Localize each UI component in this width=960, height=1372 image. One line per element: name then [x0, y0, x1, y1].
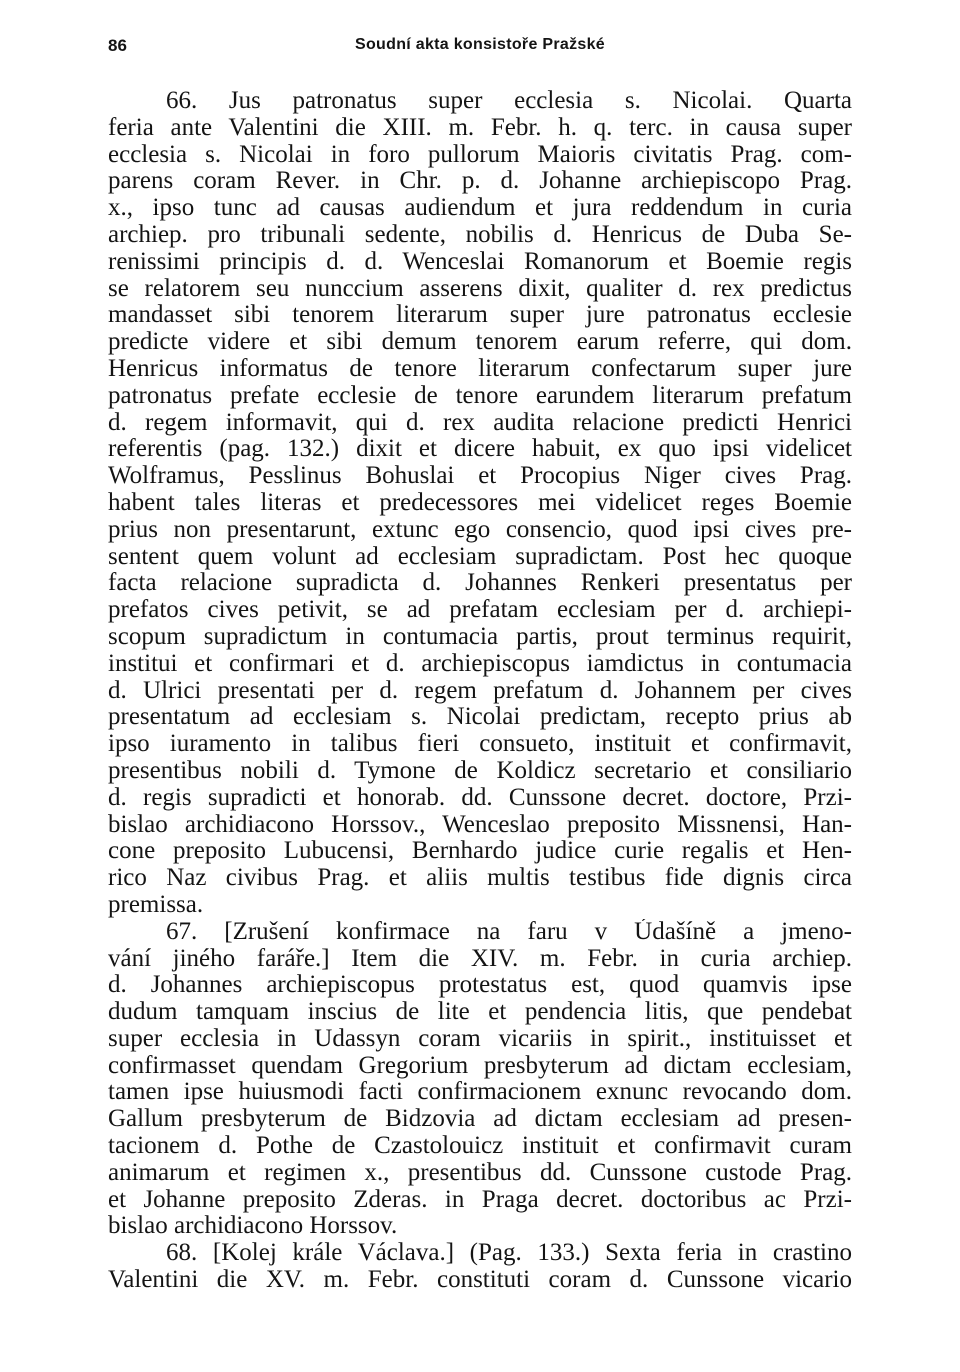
text-line: parens coram Rever. in Chr. p. d. Johanne archiepiscopo Prag. [108, 168, 852, 195]
text-line: predicte videre et sibi demum tenorem earum referre, qui dom. [108, 329, 852, 356]
text-line: 67. [Zrušení konfirmace na faru v Údašíně a jmeno- [166, 918, 852, 945]
text-line: et Johanne preposito Zderas. in Praga decret. doctoribus ac Przi- [108, 1186, 852, 1213]
text-line: bislao archidiacono Horssov. [108, 1213, 398, 1240]
text-line: ipso iuramento in talibus fieri consueto, instituit et confirmavit, [108, 731, 852, 758]
text-line: cone preposito Lubucensi, Bernhardo judice curie regalis et Hen- [108, 838, 852, 865]
text-line: scopum supradictum in contumacia partis, prout terminus requirit, [108, 623, 852, 650]
text-line: rico Naz civibus Prag. et aliis multis testibus fide dignis circa [108, 865, 852, 892]
text-line: Wolframus, Pesslinus Bohuslai et Procopius Niger cives Prag. [108, 463, 852, 490]
text-line: super ecclesia in Udassyn coram vicariis in spirit., instituisset et [108, 1025, 852, 1052]
text-line: d. regem informavit, qui d. rex audita relacione predicti Henrici [108, 409, 852, 436]
text-line: bislao archidiacono Horssov., Wenceslao preposito Missnensi, Han- [108, 811, 852, 838]
text-line: archiep. pro tribunali sedente, nobilis d. Henricus de Duba Se- [108, 221, 852, 248]
page-number: 86 [108, 36, 127, 55]
text-line: prefatos cives petivit, se ad prefatam ecclesiam per d. archiepi- [108, 597, 852, 624]
text-line: d. regis supradicti et honorab. dd. Cunssone decret. doctore, Przi- [108, 784, 852, 811]
body-text [108, 88, 852, 1294]
text-line: ecclesia s. Nicolai in foro pullorum Maioris civitatis Prag. com- [108, 141, 852, 168]
text-line: 68. [Kolej krále Václava.] (Pag. 133.) Sexta feria in crastino [166, 1240, 852, 1267]
text-line: se relatorem seu nunccium asserens dixit, qualiter d. rex predictus [108, 275, 852, 302]
text-line: referentis (pag. 132.) dixit et dicere habuit, ex quo ipsi videlicet [108, 436, 852, 463]
text-line: Henricus informatus de tenore literarum confectarum super jure [108, 355, 852, 382]
text-line: sentent quem volunt ad ecclesiam supradictam. Post hec quoque [108, 543, 852, 570]
text-line: renissimi principis d. d. Wenceslai Romanorum et Boemie regis [108, 248, 852, 275]
text-line: premissa. [108, 891, 204, 918]
text-line: confirmasset quendam Gregorium presbyterum ad dictam ecclesiam, [108, 1052, 852, 1079]
text-line: presentatum ad ecclesiam s. Nicolai predictam, recepto prius ab [108, 704, 852, 731]
text-line: vání jiného faráře.] Item die XIV. m. Febr. in curia archiep. [108, 945, 852, 972]
text-line: feria ante Valentini die XIII. m. Febr. h. q. terc. in causa super [108, 114, 852, 141]
text-line: facta relacione supradicta d. Johannes Renkeri presentatus per [108, 570, 852, 597]
text-line: tamen ipse huiusmodi facti confirmacionem exnunc revocando dom. [108, 1079, 852, 1106]
running-header [108, 36, 852, 60]
text-line: institui et confirmari et d. archiepiscopus iamdictus in contumacia [108, 650, 852, 677]
text-line: habent tales literas et predecessores mei videlicet reges Boemie [108, 489, 852, 516]
text-line: tacionem d. Pothe de Czastolouicz instituit et confirmavit curam [108, 1133, 852, 1160]
text-line: d. Ulrici presentati per d. regem prefatum d. Johannem per cives [108, 677, 852, 704]
text-line: mandasset sibi tenorem literarum super jure patronatus ecclesie [108, 302, 852, 329]
text-line: patronatus prefate ecclesie de tenore earundem literarum prefatum [108, 382, 852, 409]
text-line: 66. Jus patronatus super ecclesia s. Nicolai. Quarta [166, 88, 852, 114]
running-title: Soudní akta konsistoře Pražské [355, 36, 605, 53]
text-line: prius non presentarunt, extunc ego consencio, quod ipsi cives pre- [108, 516, 852, 543]
text-line: Gallum presbyterum de Bidzovia ad dictam ecclesiam ad presen- [108, 1106, 852, 1133]
text-line: presentibus nobili d. Tymone de Koldicz secretario et consiliario [108, 757, 852, 784]
text-line: Valentini die XV. m. Febr. constituti coram d. Cunssone vicario [108, 1267, 852, 1294]
text-line: x., ipso tunc ad causas audiendum et jura reddendum in curia [108, 195, 852, 222]
text-line: dudum tamquam inscius de lite et pendencia litis, que pendebat [108, 999, 852, 1026]
text-line: d. Johannes archiepiscopus protestatus est, quod quamvis ipse [108, 972, 852, 999]
text-line: animarum et regimen x., presentibus dd. Cunssone custode Prag. [108, 1159, 852, 1186]
